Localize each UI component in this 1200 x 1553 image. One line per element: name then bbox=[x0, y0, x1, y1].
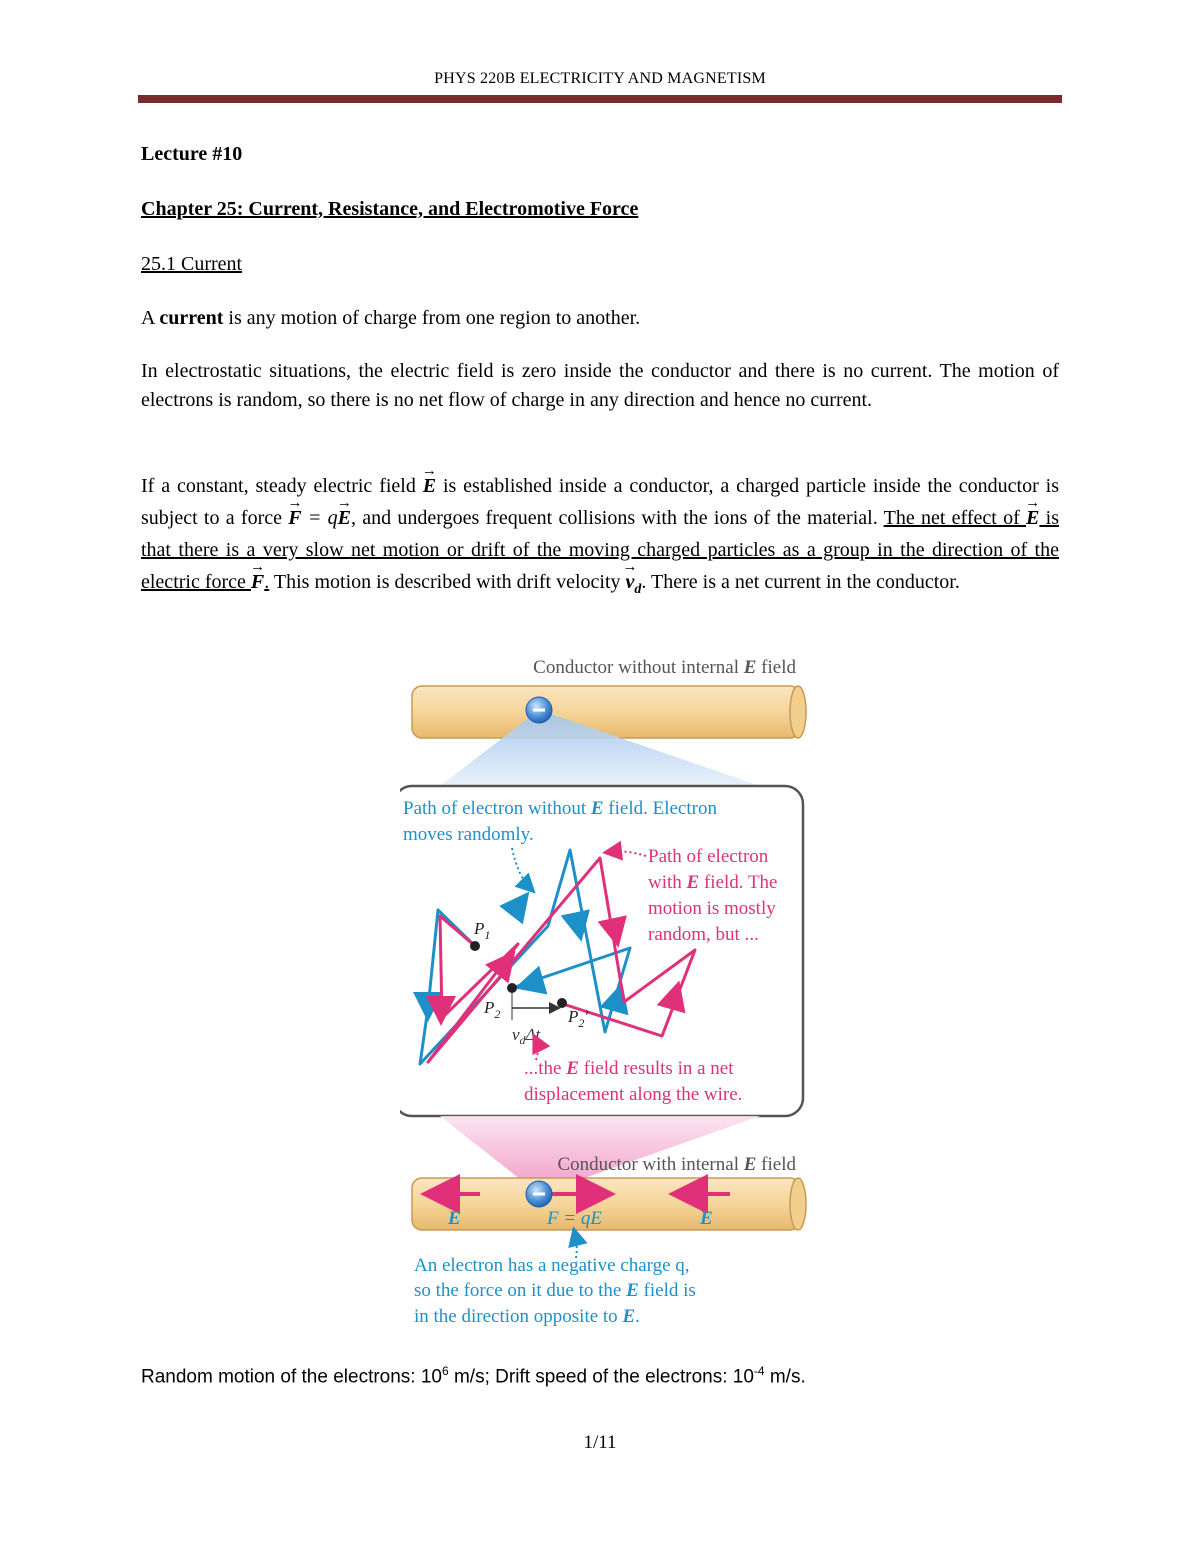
symbol-v: → v bbox=[626, 566, 635, 598]
label-force: F = qE bbox=[547, 1208, 603, 1229]
label-E-left: E bbox=[448, 1208, 461, 1229]
para3-t2: is established inside a conductor, a charged particle inside the conductor is subject to a force bbox=[141, 475, 1059, 529]
top-rod-label: Conductor without internal E field bbox=[533, 657, 796, 678]
electron-bottom bbox=[526, 1181, 552, 1207]
point-p2-prime bbox=[557, 998, 567, 1008]
note-line3: in the direction opposite to E. bbox=[414, 1306, 640, 1327]
conductor-top bbox=[412, 686, 806, 738]
pink-caption-line4: random, but ... bbox=[648, 924, 759, 945]
symbol-F: → F bbox=[251, 566, 264, 598]
pink-caption-line1: Path of electron bbox=[648, 846, 769, 867]
symbol-E: → E bbox=[338, 502, 351, 534]
para3-t5: . There is a net current in the conductor. bbox=[641, 571, 960, 593]
bottom-rod-label: Conductor with internal E field bbox=[557, 1154, 796, 1175]
symbol-E: → E bbox=[423, 470, 436, 502]
chapter-title: Chapter 25: Current, Resistance, and Electromotive Force bbox=[141, 198, 639, 220]
label-vd-dt: $v_d\Delta t$ bbox=[512, 1025, 541, 1047]
para3-u1: The net effect of bbox=[883, 507, 1027, 529]
paragraph-current-definition bbox=[141, 304, 1059, 333]
net-caption-line1: ...the E field results in a net bbox=[524, 1058, 734, 1079]
header-rule bbox=[138, 95, 1062, 103]
pink-caption-line2: with E field. The bbox=[648, 872, 778, 893]
blue-caption-line1: Path of electron without E field. Electron bbox=[403, 798, 717, 819]
point-p1 bbox=[470, 941, 480, 951]
para3-u2: is that there is a very slow net motion or drift of the moving charged particles as a group in the direction of the electric force bbox=[141, 507, 1060, 593]
speeds-line bbox=[141, 1357, 1059, 1391]
conductor-bottom bbox=[412, 1178, 806, 1230]
label-E-right: E bbox=[700, 1208, 713, 1229]
speeds-exp1: 6 bbox=[442, 1364, 449, 1378]
para1-pre: A bbox=[141, 307, 160, 329]
note-line2: so the force on it due to the E field is bbox=[414, 1280, 696, 1301]
term-current: current bbox=[159, 307, 224, 329]
paragraph-drift bbox=[141, 470, 1059, 606]
page-number: 1/11 bbox=[583, 1432, 617, 1453]
subscript-d: d bbox=[634, 582, 642, 597]
para3-u3: . bbox=[264, 571, 270, 593]
speeds-t1: Random motion of the electrons: 10 bbox=[141, 1366, 443, 1388]
net-caption-line2: displacement along the wire. bbox=[524, 1084, 743, 1105]
point-p2 bbox=[507, 983, 517, 993]
electron-top bbox=[526, 697, 552, 723]
speeds-t3: m/s. bbox=[764, 1366, 806, 1388]
label-p2-prime: $P_2'$ bbox=[568, 1007, 589, 1030]
note-line1: An electron has a negative charge q, bbox=[414, 1255, 690, 1276]
pink-caption-line3: motion is mostly bbox=[648, 898, 776, 919]
para3-t3: , and undergoes frequent collisions with the ions of the material. bbox=[351, 507, 884, 529]
symbol-F: → F bbox=[288, 502, 301, 534]
equation-qE: = q bbox=[301, 507, 338, 529]
label-p1: $P_1$ bbox=[474, 919, 491, 942]
speeds-exp2: -4 bbox=[753, 1364, 765, 1378]
para3-t4: This motion is described with drift velocity bbox=[269, 571, 626, 593]
section-title: 25.1 Current bbox=[141, 253, 243, 275]
lecture-title: Lecture #10 bbox=[141, 143, 243, 165]
para3-t1: If a constant, steady electric field bbox=[141, 475, 423, 497]
page-header: PHYS 220B ELECTRICITY AND MAGNETISM bbox=[434, 70, 766, 87]
drift-figure bbox=[400, 648, 810, 1338]
blue-caption-line2: moves randomly. bbox=[403, 824, 534, 845]
symbol-E: → E bbox=[1026, 502, 1039, 534]
speeds-t2: m/s; Drift speed of the electrons: 10 bbox=[448, 1366, 754, 1388]
paragraph-electrostatic: In electrostatic situations, the electric field is zero inside the conductor and there is no current. The motion of electrons is random, so there is no net flow of charge in any direction and hence no current. bbox=[141, 360, 1059, 411]
label-p2: $P_2$ bbox=[484, 998, 501, 1021]
para1-post: is any motion of charge from one region to another. bbox=[223, 307, 641, 329]
